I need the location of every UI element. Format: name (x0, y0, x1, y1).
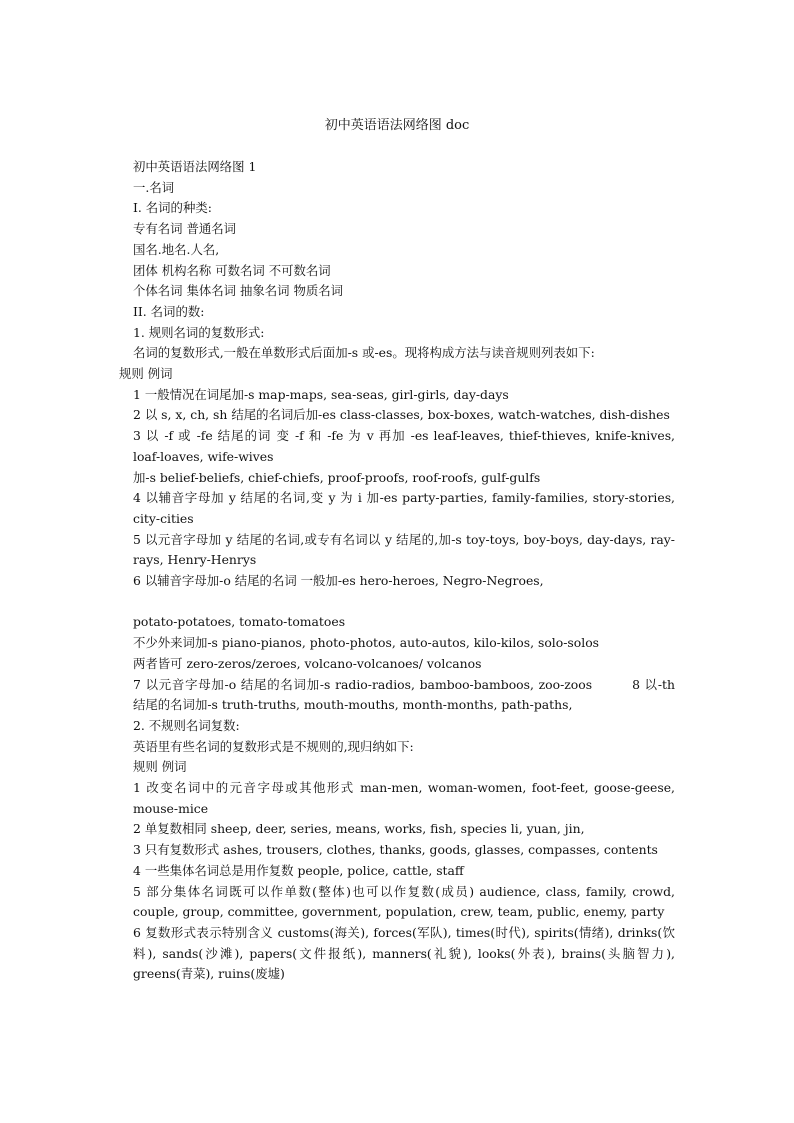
doc-line: II. 名词的数: (133, 303, 205, 319)
rule-line: 3 以 -f 或 -fe 结尾的词 变 -f 和 -fe 为 v 再加 -es leaf-leaves, thief-thieves, knife-knives, loaf-loaves, wife-wives (133, 428, 675, 464)
rule-8: 8 以-th 结尾的名词加-s truth-truths, mouth-mouths, month-months, path-paths, (133, 676, 675, 713)
rule-line: 两者皆可 zero-zeros/zeroes, volcano-volcanoes/ volcanos (133, 655, 482, 671)
section-heading: 一.名词 (133, 179, 175, 195)
rule-line: 6 以辅音字母加-o 结尾的名词 一般加-es hero-heroes, Negro-Negroes, (133, 573, 544, 589)
rule-line: 5 部分集体名词既可以作单数(整体)也可以作复数(成员) audience, class, family, crowd, couple, group, committee, government, population, crew, team, public, enemy, party (133, 883, 675, 920)
doc-line: 英语里有些名词的复数形式是不规则的,现归纳如下: (133, 738, 414, 754)
doc-line: 2. 不规则名词复数: (133, 717, 240, 733)
doc-line: 初中英语语法网络图 1 (133, 159, 257, 174)
rule-line: 加-s belief-beliefs, chief-chiefs, proof-proofs, roof-roofs, gulf-gulfs (133, 469, 541, 485)
rule-line: 3 只有复数形式 ashes, trousers, clothes, thanks, goods, glasses, compasses, contents (133, 842, 658, 858)
rule-line: 不少外来词加-s piano-pianos, photo-photos, auto-autos, kilo-kilos, solo-solos (133, 635, 600, 651)
doc-line: 团体 机构名称 可数名词 不可数名词 (133, 262, 331, 278)
doc-line: 名词的复数形式,一般在单数形式后面加-s 或-es。现将构成方法与读音规则列表如下: (133, 345, 595, 361)
rule-line: 6 复数形式表示特别含义 customs(海关), forces(军队), times(时代), spirits(情绪), drinks(饮料), sands(沙滩), papers(文件报纸), manners(礼貌), looks(外表), brains(头脑智力), greens(青菜), ruins(废墟) (133, 925, 675, 982)
document-body (119, 157, 675, 985)
table-header-line: 规则 例词 (133, 759, 187, 775)
rule-line: 4 一些集体名词总是用作复数 people, police, cattle, staff (133, 862, 464, 878)
doc-line: 国名.地名.人名, (133, 241, 220, 257)
rule-line: 2 以 s, x, ch, sh 结尾的名词后加-es class-classes, box-boxes, watch-watches, dish-dishes (133, 407, 670, 423)
rule-line: 4 以辅音字母加 y 结尾的名词,变 y 为 i 加-es party-parties, family-families, story-stories, city-cities (133, 490, 675, 526)
table-header-line: 规则 例词 (119, 366, 173, 382)
rule-line: 2 单复数相同 sheep, deer, series, means, works, fish, species li, yuan, jin, (133, 821, 585, 837)
doc-line: 专有名词 普通名词 (133, 221, 237, 237)
rule-line (119, 675, 675, 716)
rule-line: 5 以元音字母加 y 结尾的名词,或专有名词以 y 结尾的,加-s toy-toys, boy-boys, day-days, ray-rays, Henry-Henrys (133, 531, 675, 568)
doc-line: 1. 规则名词的复数形式: (133, 324, 265, 340)
document-title: 初中英语语法网络图 doc (324, 118, 470, 133)
rule-line: 1 一般情况在词尾加-s map-maps, sea-seas, girl-girls, day-days (133, 386, 509, 402)
doc-line: I. 名词的种类: (133, 200, 212, 216)
rule-line: potato-potatoes, tomato-tomatoes (133, 614, 346, 630)
doc-line: 个体名词 集体名词 抽象名词 物质名词 (133, 283, 344, 299)
rule-line: 1 改变名词中的元音字母或其他形式 man-men, woman-women, foot-feet, goose-geese, mouse-mice (133, 780, 675, 816)
rule-7: 7 以元音字母加-o 结尾的名词加-s radio-radios, bamboo-bamboos, zoo-zoos (133, 676, 593, 692)
